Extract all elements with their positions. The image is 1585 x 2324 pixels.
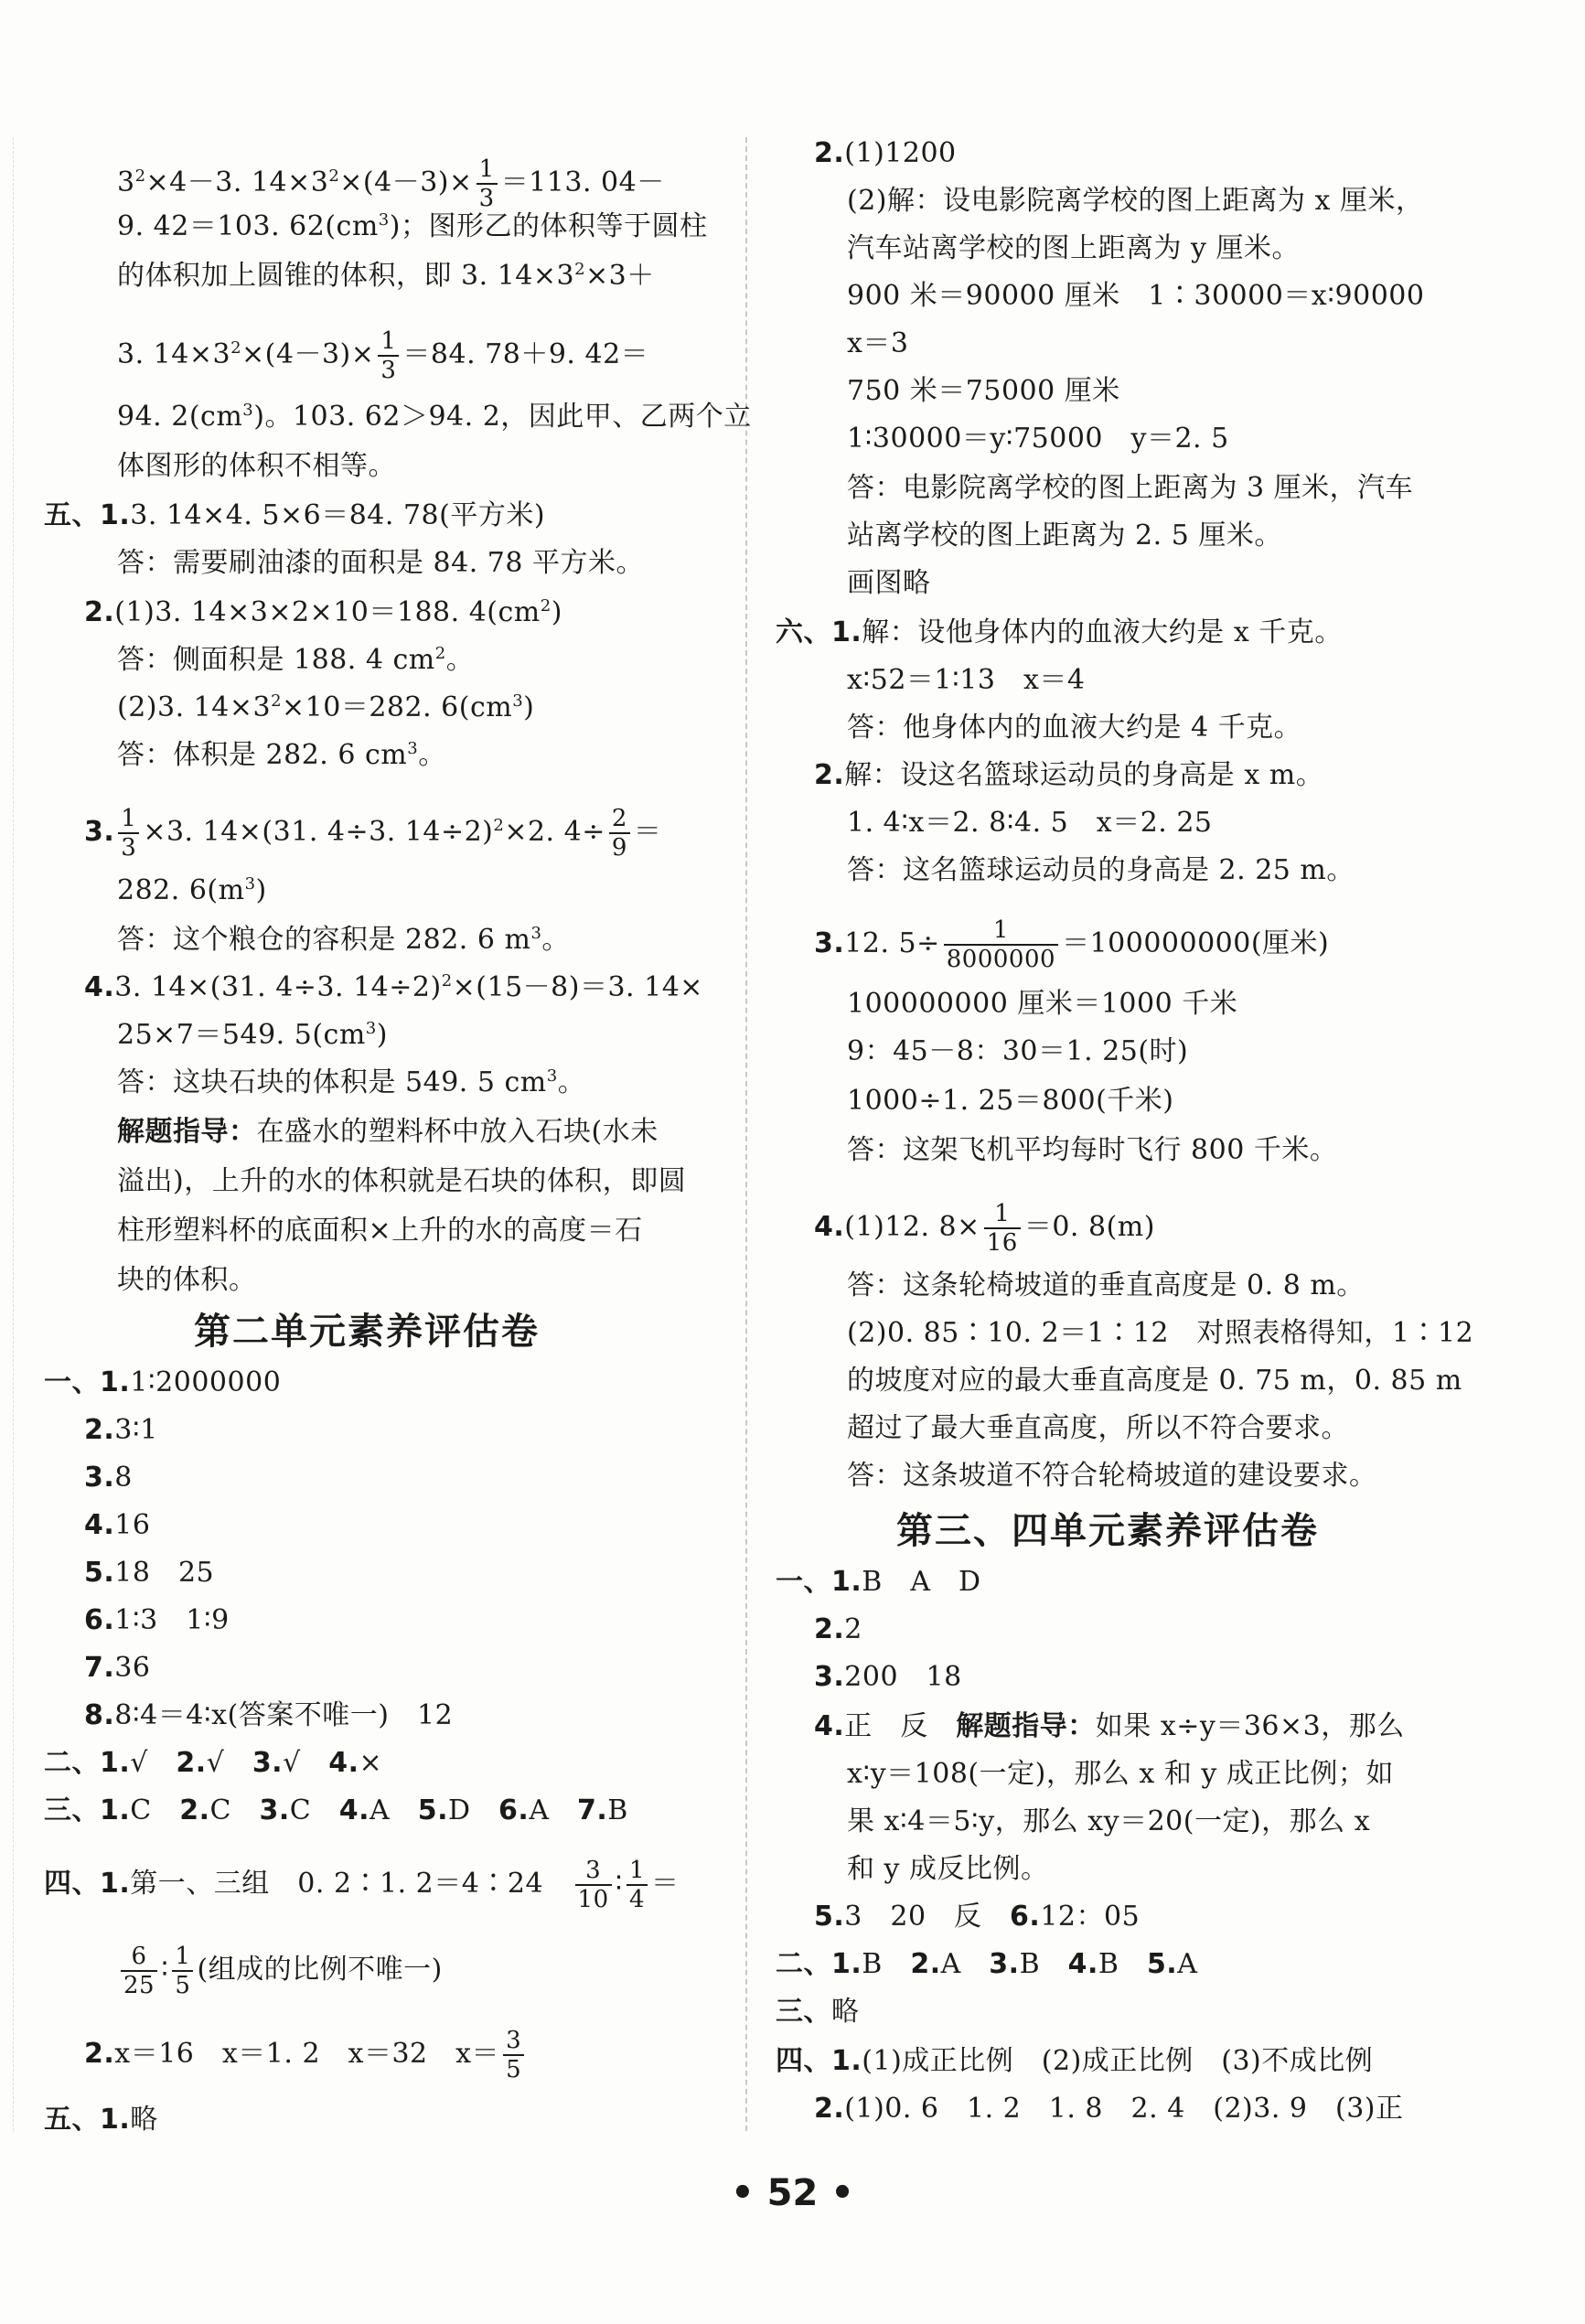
answer-item: 3.200 18 [814,1661,962,1693]
text-line: 答：体积是 282. 6 $cm^3$。 [117,739,446,771]
answer-item: 2.(1)1200 [814,137,957,169]
answer-item: 3.12. 5÷ $\frac{1}{8000000}$ ＝100000000(厘米) [814,916,1330,973]
calc-line: 25×7＝549. $5(cm^3)$ [117,1019,388,1051]
answer-item: 3.8 [84,1462,133,1494]
answer-item: 五、1.3. 14×4. 5×6＝84. 78(平方米) [44,499,546,531]
answer-item: 2.(1)3. 14×3×2×10＝188. $4(cm^2)$ [84,596,562,628]
fraction: $\frac{1}{3}$ [118,805,139,862]
text-line: 750 米＝75000 厘米 [847,375,1120,407]
calc-line: (2)3. $14\times 3^2\times 10=282$. $6(cm^3)$ [117,691,535,723]
answer-item: 2.解：设这名篮球运动员的身高是 x m。 [814,759,1324,791]
text-line: 答：侧面积是 188. 4 $cm^2$。 [117,644,475,676]
text-line: x∶52＝1∶13 x＝4 [847,664,1086,696]
calc-line: 94. $2(cm^3)$。103. 62＞94. 2，因此甲、乙两个立 [117,401,752,433]
fraction: $\frac{1}{8000000}$ [944,916,1058,973]
text-line: 答：这条轮椅坡道的垂直高度是 0. 8 m。 [847,1269,1365,1301]
text-line: 和 y 成反比例。 [847,1853,1049,1885]
text-line: 1∶30000＝y∶75000 y＝2. 5 [847,423,1229,455]
text-line: 900 米＝90000 厘米 1∶30000＝x∶90000 [847,280,1425,312]
text-line: 1000÷1. 25＝800(千米) [847,1085,1174,1117]
answer-item: 六、1.解：设他身体内的血液大约是 x 千克。 [776,616,1343,648]
answer-item: 四、1.(1)成正比例 (2)成正比例 (3)不成比例 [776,2045,1374,2077]
fraction: $\frac{6}{25}$ [121,1943,157,1999]
fraction: $\frac{1}{16}$ [984,1200,1021,1257]
answer-item: 4.3. 14×(31. 4÷3. 14÷2)$^2$×(15－8)＝3. 14× [84,971,703,1003]
fraction: $\frac{3}{10}$ [575,1857,612,1913]
fraction: $\frac{3}{5}$ [503,2027,524,2083]
answer-item: 2.(1)0. 6 1. 2 1. 8 2. 4 (2)3. 9 (3)正 [814,2093,1404,2125]
answer-item: 3. $\frac{1}{3}$ ×3. 14×(31. 4÷3. 14÷2)$^2$×2. 4÷ $\frac{2}{9}$ ＝ [84,805,662,862]
answer-item: 2.2 [814,1613,862,1645]
text-line: 体图形的体积不相等。 [117,450,396,482]
text-line: x＝3 [847,327,909,359]
page-number: • 52 • [731,2172,854,2214]
answer-item: 二、1.√ 2.√ 3.√ 4.× [44,1747,383,1779]
text-line: 9：45－8：30＝1. 25(时) [847,1035,1189,1067]
text-line: 答：这名篮球运动员的身高是 2. 25 m。 [847,854,1355,886]
answer-item: 4.16 [84,1509,151,1541]
answer-item: 二、1.B 2.A 3.B 4.B 5.A [776,1948,1198,1980]
text-line: 的体积加上圆锥的体积，即 3. $14\times 3^2\times 3+$ [117,260,655,292]
answer-item: 三、1.C 2.C 3.C 4.A 5.D 6.A 7.B [44,1794,628,1826]
solution-hint: 解题指导：在盛水的塑料杯中放入石块(水未 [117,1116,659,1148]
answer-item: 4.正 反 解题指导：如果 x÷y＝36×3，那么 [814,1710,1405,1742]
answer-item: 2.x＝16 x＝1. 2 x＝32 x＝ $\frac{3}{5}$ [84,2027,528,2083]
column-divider [745,137,747,2131]
text-line: 答：他身体内的血液大约是 4 千克。 [847,712,1302,744]
calc-line: $3^2\times 4-3$. $14\times 3^2\times(4-3)\times$ $\frac{1}{3}$ ＝113. 04－ [117,155,665,212]
text-line: 柱形塑料杯的底面积×上升的水的高度＝石 [117,1215,643,1247]
text-line: 答：这块石块的体积是 549. 5 $cm^3$。 [117,1066,586,1098]
text-line: 站离学校的图上距离为 2. 5 厘米。 [847,519,1282,552]
answer-item: 5.18 25 [84,1557,215,1589]
text-line: 答：需要刷油漆的面积是 84. 78 平方米。 [117,547,644,579]
text-line: 画图略 [847,567,931,599]
answer-item: 2.3∶1 [84,1414,158,1446]
text-line: 块的体积。 [117,1264,257,1296]
calc-line: 3. $14\times 3^2\times(4-3)\times$ $\frac{1}{3}$ ＝84. 78＋9. 42＝ [117,327,649,384]
text-line: (2)解：设电影院离学校的图上距离为 x 厘米， [847,185,1424,217]
text-line: 答：这个粮仓的容积是 282. 6 $m^3$。 [117,924,570,956]
calc-line: 282. $6(m^3)$ [117,874,267,906]
fraction: $\frac{2}{9}$ [609,805,630,862]
fraction: $\frac{1}{3}$ [378,327,399,384]
answer-item: 8.8∶4＝4∶x(答案不唯一) 12 [84,1699,454,1731]
text-line: 1. 4∶x＝2. 8∶4. 5 x＝2. 25 [847,807,1213,839]
answer-item: $\frac{6}{25}$ ∶ $\frac{1}{5}$ (组成的比例不唯一) [117,1943,443,1999]
answer-item: 7.36 [84,1652,151,1684]
section-heading: 第三、四单元素养评估卷 [896,1510,1319,1552]
text-line: x∶y＝108(一定)，那么 x 和 y 成正比例；如 [847,1758,1394,1790]
fraction: $\frac{1}{5}$ [172,1943,193,1999]
text-line: 的坡度对应的最大垂直高度是 0. 75 m，0. 85 m [847,1365,1462,1397]
text-line: 答：电影院离学校的图上距离为 3 厘米，汽车 [847,472,1414,504]
text-line: 答：这条坡道不符合轮椅坡道的建设要求。 [847,1460,1377,1492]
answer-item: 四、1.第一、三组 0. 2∶1. 2＝4∶24 $\frac{3}{10}$ ∶ $\frac{1}{4}$ ＝ [44,1857,680,1913]
section-heading: 第二单元素养评估卷 [194,1311,540,1353]
answer-item: 一、1.1∶2000000 [44,1366,282,1398]
answer-item: 5.3 20 反 6.12：05 [814,1901,1141,1933]
calc-line: 9. 42＝103. $62(cm^3)$；图形乙的体积等于圆柱 [117,210,708,242]
text-line: (2)0. 85∶10. 2＝1∶12 对照表格得知，1∶12 [847,1317,1474,1349]
fraction: $\frac{1}{4}$ [627,1857,648,1913]
answer-item: 6.1∶3 1∶9 [84,1604,230,1636]
text-line: 100000000 厘米＝1000 千米 [847,988,1238,1020]
answer-item: 一、1.B A D [776,1566,981,1598]
answer-item: 4.(1)12. 8× $\frac{1}{16}$ ＝0. 8(m) [814,1200,1155,1257]
text-line: 答：这架飞机平均每时飞行 800 千米。 [847,1134,1338,1166]
answer-item: 五、1.略 [44,2104,158,2136]
text-line: 果 x∶4＝5∶y，那么 xy＝20(一定)，那么 x [847,1805,1371,1837]
fraction: $\frac{1}{3}$ [477,155,498,212]
text-line: 超过了最大垂直高度，所以不符合要求。 [847,1412,1349,1444]
answer-item: 三、略 [776,1996,860,2028]
text-line: 汽车站离学校的图上距离为 y 厘米。 [847,232,1301,264]
page-edge-line [13,137,14,2131]
text-line: 溢出)，上升的水的体积就是石块的体积，即圆 [117,1165,687,1197]
